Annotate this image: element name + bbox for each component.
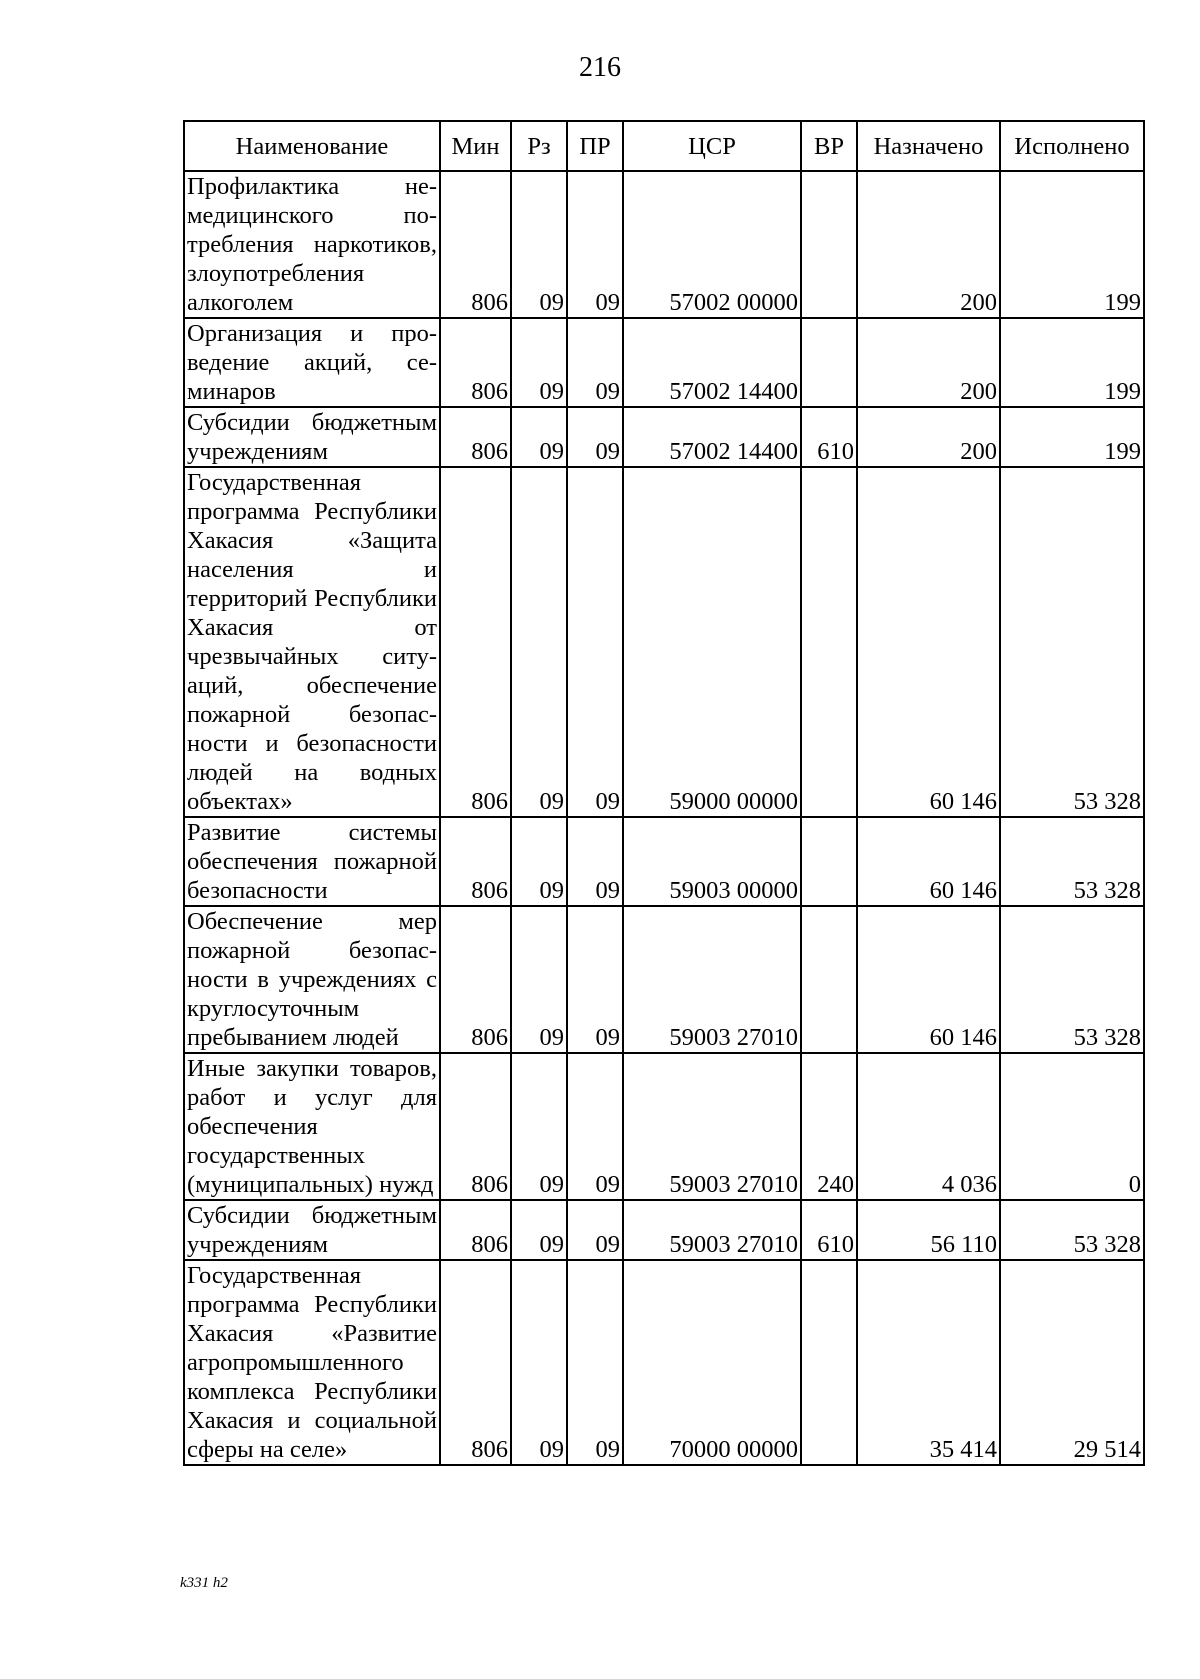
- cell-naznacheno: 200: [857, 407, 1000, 467]
- cell-pr: 09: [567, 171, 623, 318]
- table-row: [184, 1260, 1144, 1465]
- cell-vr: [801, 906, 857, 1053]
- table-row: [184, 467, 1144, 817]
- cell-pr: 09: [567, 467, 623, 817]
- cell-min: 806: [440, 817, 511, 906]
- cell-naznacheno: 56 110: [857, 1200, 1000, 1260]
- cell-rz: 09: [511, 171, 567, 318]
- header-row: [184, 121, 1144, 171]
- cell-min: 806: [440, 906, 511, 1053]
- cell-name: Организация и проведение акций, семинаров: [184, 318, 440, 407]
- cell-name: Субсидии бюджетным учреждениям: [184, 407, 440, 467]
- cell-vr: [801, 817, 857, 906]
- header-min: Мин: [440, 121, 511, 171]
- cell-csr: 57002 14400: [623, 407, 801, 467]
- header-name: Наименование: [184, 121, 440, 171]
- table-row: [184, 318, 1144, 407]
- cell-vr: 610: [801, 1200, 857, 1260]
- header-csr: ЦСР: [623, 121, 801, 171]
- cell-vr: [801, 467, 857, 817]
- cell-name: Государственная программа Республики Хакасия «Развитие агропромышленного комплекса Республики Хакасия и социальной сферы на селе»: [184, 1260, 440, 1465]
- cell-pr: 09: [567, 1200, 623, 1260]
- page-number: 216: [579, 52, 621, 83]
- header-ispolneno: Исполнено: [1000, 121, 1144, 171]
- cell-ispolneno: 53 328: [1000, 1200, 1144, 1260]
- cell-rz: 09: [511, 318, 567, 407]
- header-pr: ПР: [567, 121, 623, 171]
- cell-ispolneno: 53 328: [1000, 906, 1144, 1053]
- cell-rz: 09: [511, 1260, 567, 1465]
- cell-naznacheno: 60 146: [857, 467, 1000, 817]
- cell-naznacheno: 60 146: [857, 817, 1000, 906]
- cell-vr: 240: [801, 1053, 857, 1200]
- cell-rz: 09: [511, 1200, 567, 1260]
- cell-pr: 09: [567, 318, 623, 407]
- cell-naznacheno: 60 146: [857, 906, 1000, 1053]
- cell-csr: 57002 14400: [623, 318, 801, 407]
- cell-rz: 09: [511, 817, 567, 906]
- table-row: [184, 1053, 1144, 1200]
- cell-name: Иные закупки товаров, работ и услуг для обеспечения государственных (муниципальных) нужд: [184, 1053, 440, 1200]
- cell-naznacheno: 4 036: [857, 1053, 1000, 1200]
- cell-name: Обеспечение мер пожарной безопасности в учреждениях с круглосуточным пребыванием людей: [184, 906, 440, 1053]
- cell-csr: 59003 27010: [623, 1200, 801, 1260]
- table-row: [184, 817, 1144, 906]
- cell-naznacheno: 200: [857, 171, 1000, 318]
- cell-min: 806: [440, 467, 511, 817]
- budget-table: [183, 120, 1145, 1466]
- cell-ispolneno: 199: [1000, 171, 1144, 318]
- cell-min: 806: [440, 171, 511, 318]
- cell-csr: 59003 00000: [623, 817, 801, 906]
- cell-csr: 70000 00000: [623, 1260, 801, 1465]
- cell-rz: 09: [511, 1053, 567, 1200]
- cell-pr: 09: [567, 407, 623, 467]
- cell-vr: [801, 1260, 857, 1465]
- cell-naznacheno: 35 414: [857, 1260, 1000, 1465]
- cell-ispolneno: 0: [1000, 1053, 1144, 1200]
- cell-min: 806: [440, 1260, 511, 1465]
- cell-csr: 59003 27010: [623, 906, 801, 1053]
- cell-name: Профилактика немедицинского потребления наркотиков, злоупотребления алкоголем: [184, 171, 440, 318]
- cell-vr: 610: [801, 407, 857, 467]
- cell-ispolneno: 53 328: [1000, 817, 1144, 906]
- header-vr: ВР: [801, 121, 857, 171]
- cell-min: 806: [440, 318, 511, 407]
- cell-rz: 09: [511, 467, 567, 817]
- footer-code: k331 h2: [180, 1575, 228, 1591]
- cell-ispolneno: 199: [1000, 407, 1144, 467]
- table-row: [184, 407, 1144, 467]
- header-naznacheno: Назначено: [857, 121, 1000, 171]
- table-row: [184, 171, 1144, 318]
- cell-ispolneno: 53 328: [1000, 467, 1144, 817]
- cell-csr: 57002 00000: [623, 171, 801, 318]
- table-header: [184, 121, 1144, 171]
- cell-vr: [801, 318, 857, 407]
- cell-min: 806: [440, 1053, 511, 1200]
- cell-ispolneno: 199: [1000, 318, 1144, 407]
- cell-vr: [801, 171, 857, 318]
- table-body: [184, 171, 1144, 1465]
- cell-ispolneno: 29 514: [1000, 1260, 1144, 1465]
- cell-csr: 59003 27010: [623, 1053, 801, 1200]
- cell-pr: 09: [567, 1053, 623, 1200]
- cell-csr: 59000 00000: [623, 467, 801, 817]
- cell-rz: 09: [511, 906, 567, 1053]
- cell-name: Государственная программа Республики Хакасия «Защита населения и территорий Республики Хакасия от чрезвычайных ситуаций, обеспечение пожарной безопасности и безопасности людей на водных объектах»: [184, 467, 440, 817]
- cell-pr: 09: [567, 1260, 623, 1465]
- cell-naznacheno: 200: [857, 318, 1000, 407]
- cell-name: Развитие системы обеспечения пожарной безопасности: [184, 817, 440, 906]
- cell-pr: 09: [567, 817, 623, 906]
- header-rz: Рз: [511, 121, 567, 171]
- cell-min: 806: [440, 407, 511, 467]
- cell-name: Субсидии бюджетным учреждениям: [184, 1200, 440, 1260]
- table-row: [184, 1200, 1144, 1260]
- cell-min: 806: [440, 1200, 511, 1260]
- table-row: [184, 906, 1144, 1053]
- cell-pr: 09: [567, 906, 623, 1053]
- cell-rz: 09: [511, 407, 567, 467]
